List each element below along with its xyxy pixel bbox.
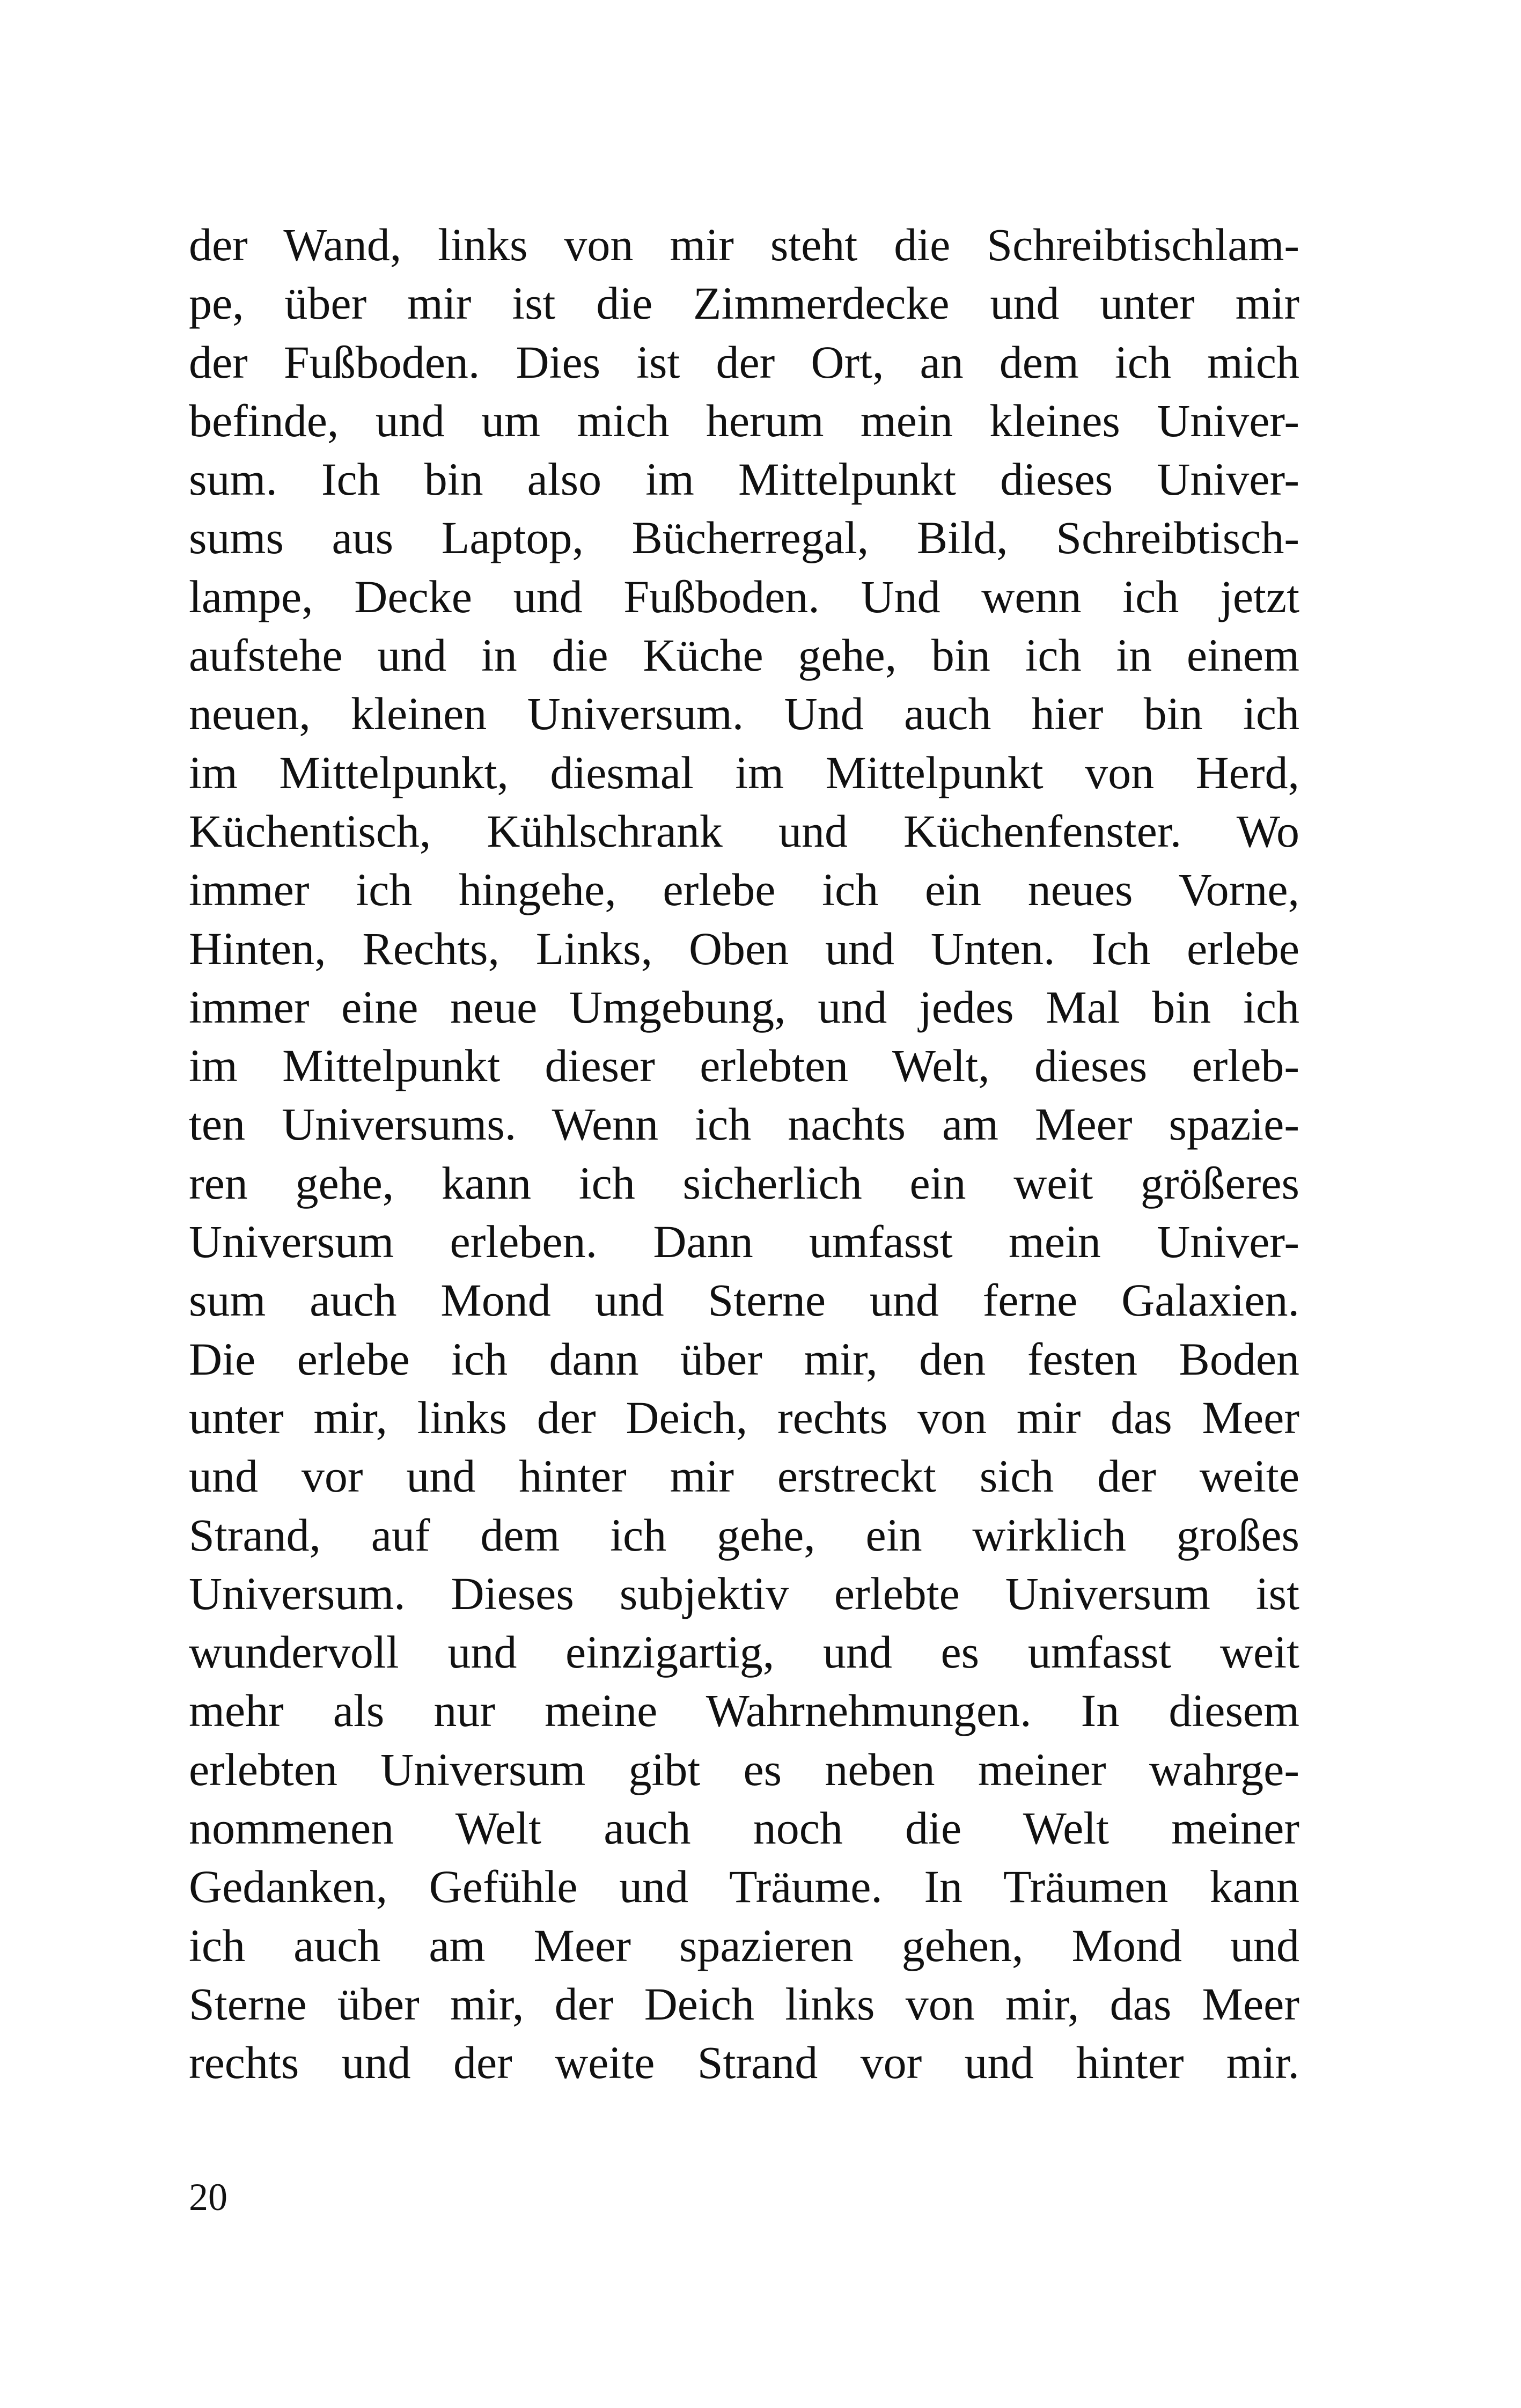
text-line: Die erlebe ich dann über mir, den festen Boden <box>189 1333 1299 1385</box>
text-line: nommenen Welt auch noch die Welt meiner <box>189 1802 1299 1854</box>
text-line: Gedanken, Gefühle und Träume. In Träumen kann <box>189 1861 1299 1913</box>
text-line: erlebten Universum gibt es neben meiner wahrge- <box>189 1743 1299 1795</box>
text-line: pe, über mir ist die Zimmerdecke und unter mir <box>189 277 1299 329</box>
text-line: der Wand, links von mir steht die Schreibtischlam- <box>189 219 1299 270</box>
body-text <box>189 216 1299 2093</box>
text-line: unter mir, links der Deich, rechts von mir das Meer <box>189 1391 1299 1443</box>
text-line: ten Universums. Wenn ich nachts am Meer spazie- <box>189 1098 1299 1150</box>
text-line: sums aus Laptop, Bücherregal, Bild, Schreibtisch- <box>189 512 1299 564</box>
text-line: Hinten, Rechts, Links, Oben und Unten. Ich erlebe <box>189 922 1299 974</box>
text-line: der Fußboden. Dies ist der Ort, an dem ich mich <box>189 336 1299 388</box>
text-line: ren gehe, kann ich sicherlich ein weit größeres <box>189 1157 1299 1209</box>
text-line: Küchentisch, Kühlschrank und Küchenfenster. Wo <box>189 805 1299 857</box>
text-line: sum. Ich bin also im Mittelpunkt dieses Univer- <box>189 453 1299 505</box>
text-line: neuen, kleinen Universum. Und auch hier bin ich <box>189 688 1299 740</box>
text-line: im Mittelpunkt dieser erlebten Welt, dieses erleb- <box>189 1040 1299 1092</box>
text-line: immer ich hingehe, erlebe ich ein neues Vorne, <box>189 864 1299 916</box>
text-line: im Mittelpunkt, diesmal im Mittelpunkt von Herd, <box>189 746 1299 798</box>
text-line: Sterne über mir, der Deich links von mir, das Meer <box>189 1978 1299 2030</box>
text-line: sum auch Mond und Sterne und ferne Galaxien. <box>189 1274 1299 1326</box>
text-line: lampe, Decke und Fußboden. Und wenn ich jetzt <box>189 570 1299 622</box>
text-line: mehr als nur meine Wahrnehmungen. In diesem <box>189 1685 1299 1737</box>
text-line: aufstehe und in die Küche gehe, bin ich in einem <box>189 629 1299 681</box>
text-line: wundervoll und einzigartig, und es umfasst weit <box>189 1626 1299 1678</box>
text-line: Strand, auf dem ich gehe, ein wirklich großes <box>189 1509 1299 1561</box>
page-number: 20 <box>189 2176 227 2219</box>
text-line: Universum erleben. Dann umfasst mein Univer- <box>189 1216 1299 1268</box>
text-line: Universum. Dieses subjektiv erlebte Universum ist <box>189 1567 1299 1619</box>
text-line: ich auch am Meer spazieren gehen, Mond und <box>189 1919 1299 1971</box>
text-line: immer eine neue Umgebung, und jedes Mal bin ich <box>189 981 1299 1033</box>
text-line: rechts und der weite Strand vor und hinter mir. <box>189 2037 1299 2089</box>
text-line: und vor und hinter mir erstreckt sich der weite <box>189 1450 1299 1502</box>
text-line: befinde, und um mich herum mein kleines Univer- <box>189 394 1299 446</box>
